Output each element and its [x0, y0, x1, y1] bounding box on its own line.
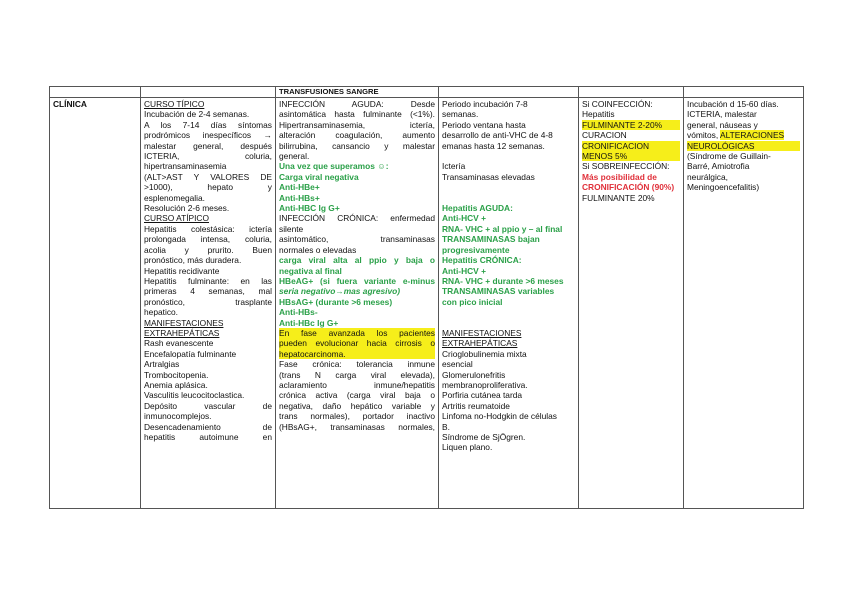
- col3-content: [442, 99, 575, 505]
- text-line: esplenomegalia.: [144, 192, 205, 203]
- row-label-cell: [50, 98, 141, 509]
- text-line: primeras 4 semanas, mal: [144, 286, 272, 297]
- col3-cell: [439, 98, 579, 509]
- text-line: Crioglobulinemia mixta: [442, 348, 527, 359]
- text-line: CURSO TÍPICO: [144, 99, 205, 109]
- text-line: FULMINANTE 20%: [582, 192, 655, 203]
- text-line: Porfiria cutánea tarda: [442, 390, 523, 401]
- text-line: Rash evanescente: [144, 338, 214, 349]
- text-line: Si SOBREINFECCIÓN:: [582, 161, 670, 172]
- text-line: con pico inicial: [442, 296, 503, 307]
- text-line: En fase avanzada los pacientes: [279, 327, 435, 338]
- text-line: INFECCIÓN AGUDA: Desde: [279, 99, 435, 109]
- text-line: Hepatitis CRÓNICA:: [442, 255, 522, 266]
- text-line: hepatocarcinoma.: [279, 349, 435, 359]
- text-line: A los 7-14 días síntomas: [144, 119, 272, 130]
- header-cell-empty-1: [50, 87, 141, 98]
- row-label: CLÍNICA: [53, 99, 87, 109]
- hepatitis-table: [49, 86, 804, 509]
- col2-content: [279, 99, 435, 505]
- text-line: trans normales), portador inactivo: [279, 411, 435, 422]
- text-line: membranoproliferativa.: [442, 379, 528, 390]
- text-line: Incubación de 2-4 semanas.: [144, 109, 250, 120]
- text-line: hepatico.: [144, 307, 178, 318]
- text-line: MANIFESTACIONES: [442, 327, 522, 338]
- text-line: Una vez que superamos ☺:: [279, 161, 389, 172]
- text-line: neurálgica,: [687, 171, 728, 182]
- text-line: [442, 307, 575, 317]
- col1-cell: [141, 98, 276, 509]
- text-line: Barré, Amiotrofia: [687, 161, 750, 172]
- header-cell-transfusiones: [276, 87, 439, 98]
- text-line: HBsAG+ (durante >6 meses): [279, 296, 393, 307]
- text-line: FULMINANTE 2-20%: [582, 120, 680, 130]
- text-line: vómitos, ALTERACIONES: [687, 130, 785, 141]
- text-line: crónica activa (carga viral baja o: [279, 390, 435, 401]
- text-line: Ictería: [442, 161, 466, 172]
- text-line: Artritis reumatoide: [442, 400, 510, 411]
- text-line: Hepatitis: [582, 109, 615, 120]
- text-line: Periodo incubación 7-8: [442, 99, 528, 109]
- text-line: seria negativo→mas agresivo): [279, 286, 401, 297]
- table-header-row: [50, 87, 804, 98]
- text-line: Anti-HBs-: [279, 307, 318, 318]
- text-line: (trans N carga viral elevada),: [279, 369, 435, 380]
- text-line: negativa, daño hepático variable y: [279, 400, 435, 411]
- text-line: bilirrubina, cansancio y malestar: [279, 140, 435, 151]
- text-line: RNA- VHC + durante >6 meses: [442, 275, 564, 286]
- text-line: alteración coagulación, aumento: [279, 130, 435, 141]
- text-line: Si COINFECCIÓN:: [582, 99, 653, 109]
- text-line: asintomática hasta fulminante (<1%).: [279, 109, 435, 120]
- text-line: CRONIFICACIÓN (90%): [582, 182, 675, 193]
- text-line: Artralgias: [144, 359, 180, 370]
- text-line: desarrollo de anti-VHC de 4-8: [442, 130, 553, 141]
- text-line: MANIFESTACIONES: [144, 317, 224, 328]
- text-line: Desencadenamiento de: [144, 421, 272, 432]
- header-cell-empty-2: [141, 87, 276, 98]
- text-line: esencial: [442, 359, 473, 370]
- text-line: aclaramiento inmune/hepatitis: [279, 379, 435, 390]
- header-label: TRANSFUSIONES SANGRE: [279, 87, 379, 96]
- text-line: CRONIFICACION: [582, 141, 680, 151]
- header-cell-empty-5: [579, 87, 684, 98]
- text-line: prodrómicos inespecíficos →: [144, 130, 272, 141]
- text-line: malestar general, después: [144, 140, 272, 151]
- text-line: asintomático, transaminasas: [279, 234, 435, 245]
- text-line: Periodo ventana hasta: [442, 119, 526, 130]
- text-line: Resolución 2-6 meses.: [144, 203, 230, 214]
- text-line: Depósito vascular de: [144, 400, 272, 411]
- text-line: Hepatitis colestásica: ictería: [144, 223, 272, 234]
- text-line: Hipertransaminasemia, ictería,: [279, 119, 435, 130]
- text-line: Anti-HCV +: [442, 213, 486, 224]
- text-line: (Síndrome de Guillain-: [687, 151, 771, 162]
- text-line: prolongada intensa, coluria,: [144, 234, 272, 245]
- text-line: HBeAG+ (si fuera variante e-minus: [279, 275, 435, 286]
- text-line: TRANSAMINASAS bajan: [442, 234, 540, 245]
- text-line: NEUROLÓGICAS: [687, 141, 800, 151]
- text-line: semanas.: [442, 109, 479, 120]
- text-line: general.: [279, 151, 310, 162]
- col4-cell: [579, 98, 684, 509]
- text-line: CURACION: [582, 130, 627, 141]
- text-line: inmunocomplejos.: [144, 411, 212, 422]
- text-line: Hepatitis fulminante: en las: [144, 275, 272, 286]
- text-line: carga viral alta al ppio y baja o: [279, 255, 435, 266]
- text-line: acolia y prurito. Buen: [144, 244, 272, 255]
- text-line: TRANSAMINASAS variables: [442, 286, 555, 297]
- text-line: [442, 318, 575, 328]
- text-line: Anti-HBc Ig G+: [279, 317, 339, 328]
- text-line: Más posibilidad de: [582, 171, 657, 182]
- text-line: [442, 182, 575, 192]
- text-line: Anti-HBe+: [279, 182, 320, 193]
- table-row-clinica: [50, 98, 804, 509]
- text-line: Meningoencefalitis): [687, 182, 760, 193]
- text-line: Anti-HCV +: [442, 265, 486, 276]
- text-line: EXTRAHEPÁTICAS: [144, 327, 220, 338]
- col4-content: [582, 99, 680, 505]
- text-line: [442, 193, 575, 203]
- text-line: Anti-HBC Ig G+: [279, 203, 340, 214]
- text-line: silente: [279, 223, 304, 234]
- text-line: Síndrome de SjÖgren.: [442, 432, 526, 442]
- col5-content: [687, 99, 800, 505]
- text-line: Fase crónica: tolerancia inmune: [279, 359, 435, 370]
- text-line: ICTERIA, malestar: [687, 109, 757, 120]
- text-line: hepatitis autoimune en: [144, 432, 272, 442]
- text-line: B.: [442, 421, 450, 432]
- text-line: RNA- VHC + al ppio y – al final: [442, 223, 563, 234]
- text-line: pronóstico, más duradera.: [144, 255, 242, 266]
- header-cell-empty-4: [439, 87, 579, 98]
- text-line: Hepatitis AGUDA:: [442, 203, 513, 214]
- text-line: Hepatitis recidivante: [144, 265, 220, 276]
- text-line: Glomerulonefritis: [442, 369, 506, 380]
- text-line: CURSO ATÍPICO: [144, 213, 209, 224]
- text-line: Anemia aplásica.: [144, 379, 208, 390]
- text-line: ICTERIA, coluria,: [144, 151, 272, 162]
- text-line: EXTRAHEPÁTICAS: [442, 338, 518, 349]
- text-line: Vasculitis leucocitoclastica.: [144, 390, 245, 401]
- text-line: general, náuseas y: [687, 119, 758, 130]
- text-line: (ALT>AST Y VALORES DE: [144, 171, 272, 182]
- text-line: Anti-HBs+: [279, 192, 320, 203]
- text-line: pueden evolucionar hacia cirrosis o: [279, 338, 435, 349]
- text-line: Trombocitopenia.: [144, 369, 209, 380]
- text-line: Transaminasas elevadas: [442, 171, 535, 182]
- text-line: Incubación d 15-60 días.: [687, 99, 779, 109]
- text-line: INFECCIÓN CRÓNICA: enfermedad: [279, 213, 435, 224]
- text-line: pronóstico, trasplante: [144, 296, 272, 307]
- text-line: emanas hasta 12 semanas.: [442, 140, 545, 151]
- text-line: negativa al final: [279, 265, 342, 276]
- col5-cell: [684, 98, 804, 509]
- text-line: Linfoma no-Hodgkin de células: [442, 411, 557, 422]
- text-line: normales o elevadas: [279, 244, 357, 255]
- text-line: progresivamente: [442, 244, 510, 255]
- text-line: (HBsAG+, transaminasas normales,: [279, 421, 435, 432]
- text-line: Liquen plano.: [442, 442, 493, 453]
- col2-cell: [276, 98, 439, 509]
- text-line: hipertransaminasemia: [144, 161, 227, 172]
- text-line: Carga viral negativa: [279, 171, 359, 182]
- header-cell-empty-6: [684, 87, 804, 98]
- text-line: MENOS 5%: [582, 151, 680, 161]
- text-line: >1000), hepato y: [144, 182, 272, 193]
- col1-content: [144, 99, 272, 505]
- text-line: [442, 151, 575, 161]
- text-line: Encefalopatía fulminante: [144, 348, 237, 359]
